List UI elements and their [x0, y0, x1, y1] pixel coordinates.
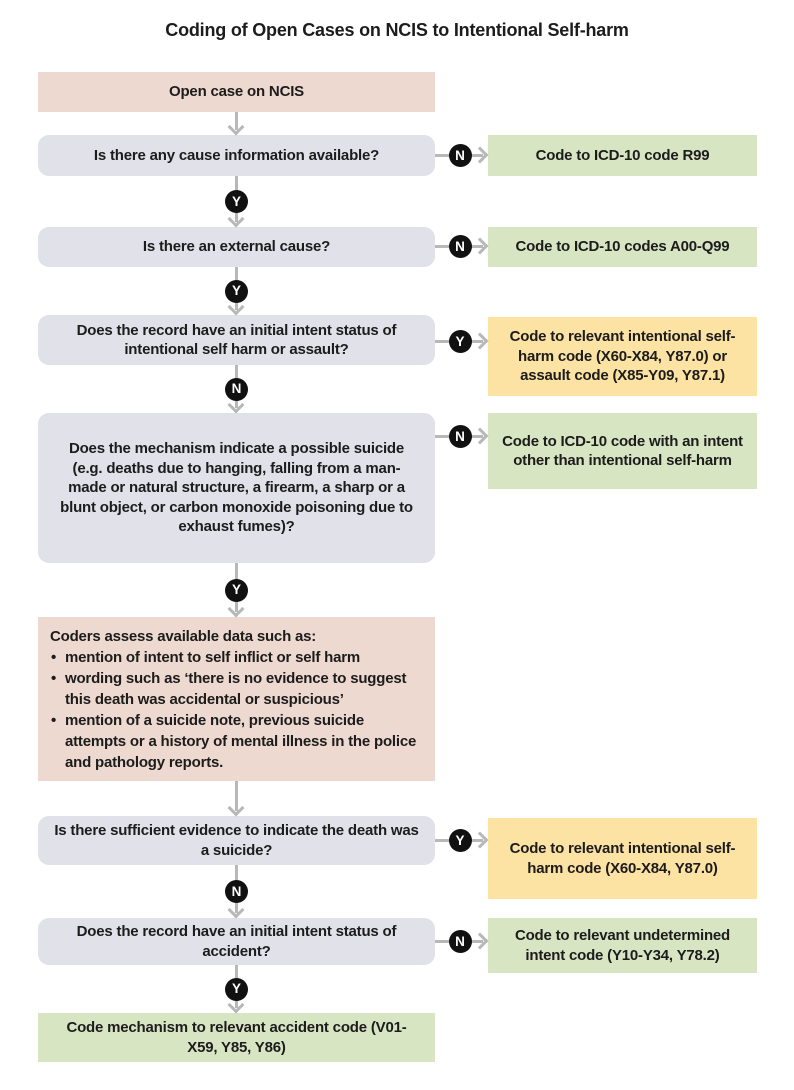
connector-evidence-yes: [435, 828, 488, 853]
connector-accident-yes: [224, 965, 249, 1013]
connector-mechanism-yes: [224, 563, 249, 617]
question-external-cause: Is there an external cause?: [38, 227, 435, 267]
connector-note-to-evidence: [224, 781, 249, 816]
connector-cause-yes: [224, 176, 249, 227]
outcome-r99: Code to ICD-10 code R99: [488, 135, 757, 176]
no-badge-label: N: [231, 381, 242, 397]
connector-external-yes: [224, 267, 249, 315]
outcome-undetermined: Code to relevant undetermined intent code (Y10-Y34, Y78.2): [488, 918, 757, 973]
arrow-right-icon: [472, 428, 489, 445]
question-initial-intent: Does the record have an initial intent status of intentional self harm or assault?: [38, 315, 435, 365]
yes-badge-label: Y: [231, 981, 241, 997]
yes-badge-label: Y: [231, 582, 241, 598]
note-heading: Coders assess available data such as:: [50, 628, 317, 645]
yes-badge-label: Y: [455, 832, 465, 848]
yes-badge-label: Y: [231, 283, 241, 299]
connector-start-to-cause: [224, 112, 249, 135]
start-node: Open case on NCIS: [38, 72, 435, 112]
note-bullet: • wording such as ‘there is no evidence to suggest this death was accidental or suspicious’: [50, 668, 425, 710]
connector-external-no: [435, 234, 488, 259]
connector-cause-no: [435, 143, 488, 168]
no-badge-label: N: [455, 933, 465, 949]
yes-badge: [225, 579, 248, 602]
no-badge-label: N: [455, 428, 465, 444]
arrow-right-icon: [472, 147, 489, 164]
yes-badge: [225, 190, 248, 213]
question-mechanism: Does the mechanism indicate a possible suicide (e.g. deaths due to hanging, falling from a man-made or natural structure, a firearm, a sharp or a blunt object, or carbon monoxide poisoning due to exhaust fumes)?: [38, 413, 435, 563]
question-accident-status: Does the record have an initial intent status of accident?: [38, 918, 435, 965]
yes-badge-label: Y: [231, 193, 241, 209]
coders-note: [38, 617, 435, 781]
no-badge: [225, 378, 248, 401]
no-badge-label: N: [231, 883, 242, 899]
arrow-right-icon: [472, 333, 489, 350]
connector-evidence-no: [224, 865, 249, 918]
note-bullet: • mention of a suicide note, previous suicide attempts or a history of mental illness in the police and pathology reports.: [50, 710, 425, 773]
yes-badge-label: Y: [455, 333, 465, 349]
no-badge: [449, 425, 472, 448]
yes-badge: [449, 829, 472, 852]
no-badge: [225, 880, 248, 903]
arrow-right-icon: [472, 832, 489, 849]
outcome-other-intent: Code to ICD-10 code with an intent other than intentional self-harm: [488, 413, 757, 489]
arrow-down-icon: [228, 211, 245, 228]
page-title: Coding of Open Cases on NCIS to Intentional Self-harm: [165, 20, 629, 40]
arrow-right-icon: [472, 933, 489, 950]
connector-mechanism-no: [435, 424, 488, 449]
outcome-a00-q99: Code to ICD-10 codes A00-Q99: [488, 227, 757, 267]
connector-intent-no: [224, 365, 249, 413]
no-badge-label: N: [455, 238, 465, 254]
outcome-selfharm-assault: Code to relevant intentional self-harm code (X60-X84, Y87.0) or assault code (X85-Y09, Y87.1): [488, 317, 757, 396]
note-bullet-list: [50, 647, 425, 773]
arrow-down-icon: [228, 119, 245, 136]
question-cause-info: Is there any cause information available?: [38, 135, 435, 176]
arrow-right-icon: [472, 238, 489, 255]
arrow-down-icon: [228, 601, 245, 618]
no-badge-label: N: [455, 147, 465, 163]
end-accident-code: Code mechanism to relevant accident code (V01-X59, Y85, Y86): [38, 1013, 435, 1062]
no-badge: [449, 930, 472, 953]
no-badge: [449, 144, 472, 167]
yes-badge: [449, 330, 472, 353]
arrow-down-icon: [228, 800, 245, 817]
yes-badge: [225, 280, 248, 303]
question-sufficient-evidence: Is there sufficient evidence to indicate the death was a suicide?: [38, 816, 435, 865]
arrow-down-icon: [228, 902, 245, 919]
connector-intent-yes: [435, 329, 488, 354]
note-bullet: • mention of intent to self inflict or self harm: [50, 647, 425, 668]
no-badge: [449, 235, 472, 258]
yes-badge: [225, 978, 248, 1001]
outcome-selfharm: Code to relevant intentional self-harm code (X60-X84, Y87.0): [488, 818, 757, 899]
connector-accident-no: [435, 929, 488, 954]
